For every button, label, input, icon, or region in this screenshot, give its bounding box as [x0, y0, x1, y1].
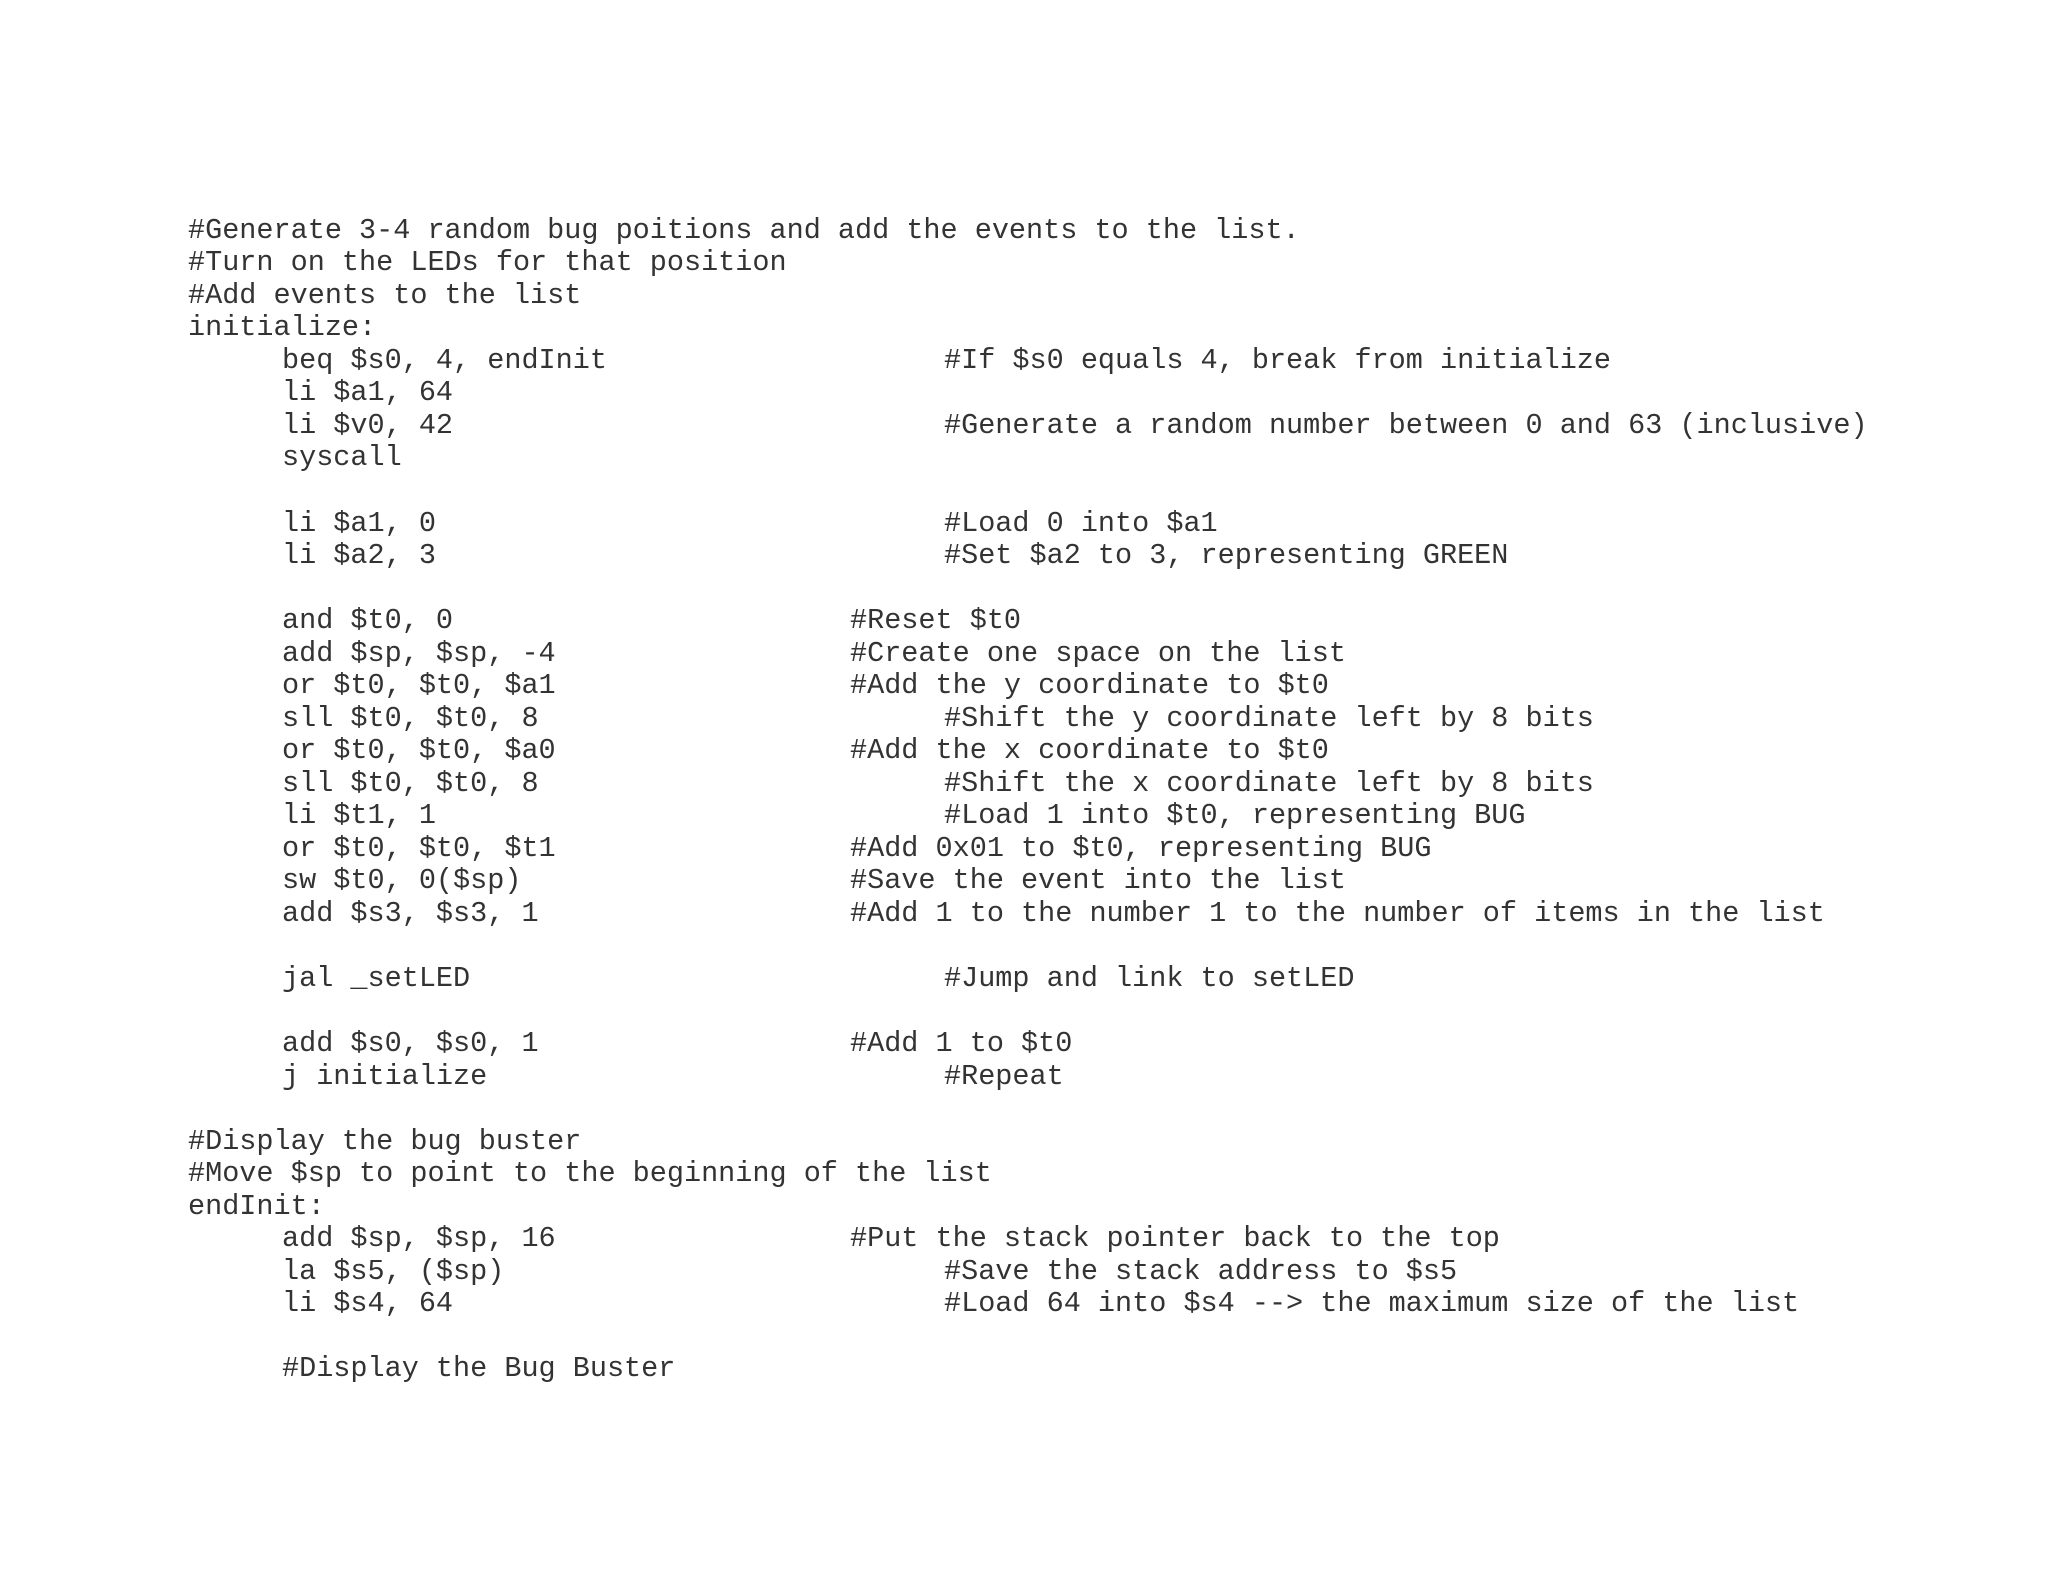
code-line: add $s3, $s3, 1: [282, 897, 539, 930]
code-line: li $s4, 64: [282, 1287, 454, 1320]
code-line: j initialize: [282, 1060, 488, 1093]
code-line: sll $t0, $t0, 8: [282, 702, 539, 735]
code-comment: #Set $a2 to 3, representing GREEN: [944, 539, 1509, 572]
code-comment: #Load 0 into $a1: [944, 507, 1218, 540]
code-line: or $t0, $t0, $a1: [282, 669, 556, 702]
code-line: jal _setLED: [282, 962, 471, 995]
code-line: sll $t0, $t0, 8: [282, 767, 539, 800]
code-comment: #Add the x coordinate to $t0: [850, 734, 1329, 767]
code-line: la $s5, ($sp): [282, 1255, 505, 1288]
code-comment: #Add 1 to $t0: [850, 1027, 1073, 1060]
code-line: li $a1, 64: [282, 376, 454, 409]
code-line: beq $s0, 4, endInit: [282, 344, 607, 377]
code-line: or $t0, $t0, $a0: [282, 734, 556, 767]
code-comment: #Load 1 into $t0, representing BUG: [944, 799, 1526, 832]
code-line: li $a1, 0: [282, 507, 436, 540]
code-line: #Display the Bug Buster: [282, 1352, 676, 1385]
code-line: initialize:: [188, 311, 377, 344]
code-comment: #Repeat: [944, 1060, 1064, 1093]
code-line: #Display the bug buster: [188, 1125, 582, 1158]
code-line: #Turn on the LEDs for that position: [188, 246, 787, 279]
code-line: syscall: [282, 441, 402, 474]
code-comment: #Save the event into the list: [850, 864, 1346, 897]
code-line: and $t0, 0: [282, 604, 454, 637]
code-line: #Move $sp to point to the beginning of the list: [188, 1157, 992, 1190]
code-comment: #Load 64 into $s4 --> the maximum size of the list: [944, 1287, 1800, 1320]
code-comment: #Add 1 to the number 1 to the number of items in the list: [850, 897, 1825, 930]
code-line: #Generate 3-4 random bug poitions and add the events to the list.: [188, 214, 1300, 247]
code-comment: #If $s0 equals 4, break from initialize: [944, 344, 1612, 377]
code-line: li $t1, 1: [282, 799, 436, 832]
code-line: li $v0, 42: [282, 409, 454, 442]
code-comment: #Reset $t0: [850, 604, 1022, 637]
code-comment: #Add 0x01 to $t0, representing BUG: [850, 832, 1432, 865]
code-line: #Add events to the list: [188, 279, 582, 312]
code-line: sw $t0, 0($sp): [282, 864, 522, 897]
code-comment: #Generate a random number between 0 and 63 (inclusive): [944, 409, 1868, 442]
code-comment: #Add the y coordinate to $t0: [850, 669, 1329, 702]
code-line: or $t0, $t0, $t1: [282, 832, 556, 865]
code-line: add $s0, $s0, 1: [282, 1027, 539, 1060]
code-comment: #Create one space on the list: [850, 637, 1346, 670]
code-line: li $a2, 3: [282, 539, 436, 572]
code-comment: #Shift the x coordinate left by 8 bits: [944, 767, 1594, 800]
code-comment: #Save the stack address to $s5: [944, 1255, 1458, 1288]
code-line: endInit:: [188, 1190, 325, 1223]
code-comment: #Put the stack pointer back to the top: [850, 1222, 1500, 1255]
code-line: add $sp, $sp, 16: [282, 1222, 556, 1255]
code-line: add $sp, $sp, -4: [282, 637, 556, 670]
code-comment: #Jump and link to setLED: [944, 962, 1355, 995]
code-comment: #Shift the y coordinate left by 8 bits: [944, 702, 1594, 735]
